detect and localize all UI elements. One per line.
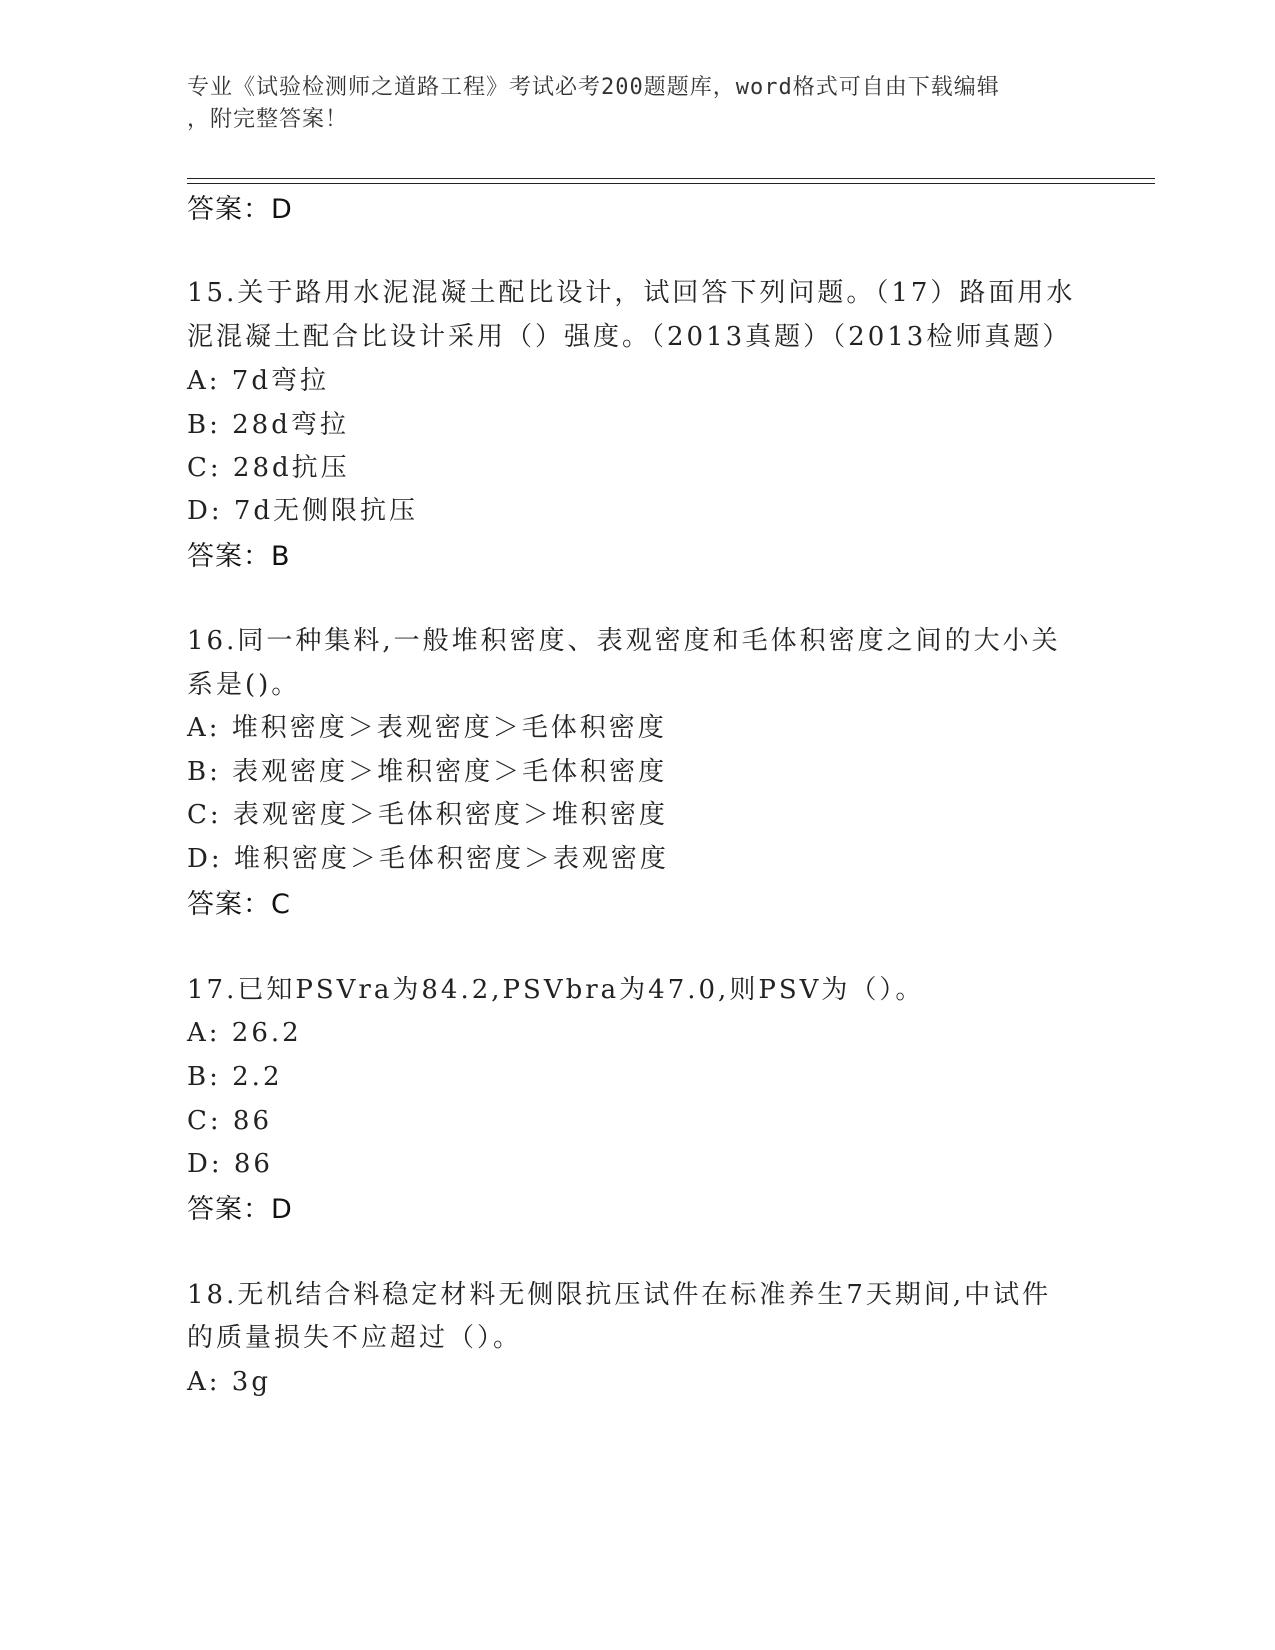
option-d: D: 86	[187, 1149, 273, 1179]
option-c: C: 86	[187, 1106, 273, 1136]
header-title-line-2: ，附完整答案！	[187, 107, 349, 132]
option-b: B: 表观密度＞堆积密度＞毛体积密度	[187, 757, 668, 787]
question-stem-line: 15.关于路用水泥混凝土配比设计，试回答下列问题。（17）路面用水	[187, 278, 1076, 308]
option-d: D: 堆积密度＞毛体积密度＞表观密度	[187, 844, 669, 874]
option-a: A: 3g	[187, 1367, 271, 1397]
question-stem-line: 16.同一种集料,一般堆积密度、表观密度和毛体积密度之间的大小关	[187, 626, 1061, 656]
question-stem-line: 18.无机结合料稳定材料无侧限抗压试件在标准养生7天期间,中试件	[187, 1280, 1052, 1310]
option-a: A: 26.2	[187, 1018, 302, 1048]
answer-line: 答案：C	[187, 889, 291, 920]
answer-line: 答案：B	[187, 541, 291, 572]
option-b: B: 28d弯拉	[187, 410, 349, 440]
option-d: D: 7d无侧限抗压	[187, 496, 419, 526]
question-stem-line: 系是()。	[187, 670, 301, 700]
header-divider-top	[187, 178, 1155, 179]
answer-line: 答案：D	[187, 194, 293, 225]
question-stem-line: 17.已知PSVra为84.2,PSVbra为47.0,则PSV为（）。	[187, 975, 925, 1005]
option-a: A: 堆积密度＞表观密度＞毛体积密度	[187, 713, 667, 743]
option-c: C: 28d抗压	[187, 453, 350, 483]
option-b: B: 2.2	[187, 1062, 283, 1092]
question-stem-line: 的质量损失不应超过（）。	[187, 1323, 523, 1353]
header-title-line-1: 专业《试验检测师之道路工程》考试必考200题题库，word格式可自由下载编辑	[187, 75, 1000, 100]
header-divider-bottom	[187, 183, 1155, 184]
question-stem-line: 泥混凝土配合比设计采用（）强度。（2013真题）（2013检师真题）	[187, 322, 1072, 352]
answer-line: 答案：D	[187, 1194, 293, 1225]
document-header	[187, 72, 1067, 136]
option-a: A: 7d弯拉	[187, 366, 329, 396]
option-c: C: 表观密度＞毛体积密度＞堆积密度	[187, 800, 668, 830]
